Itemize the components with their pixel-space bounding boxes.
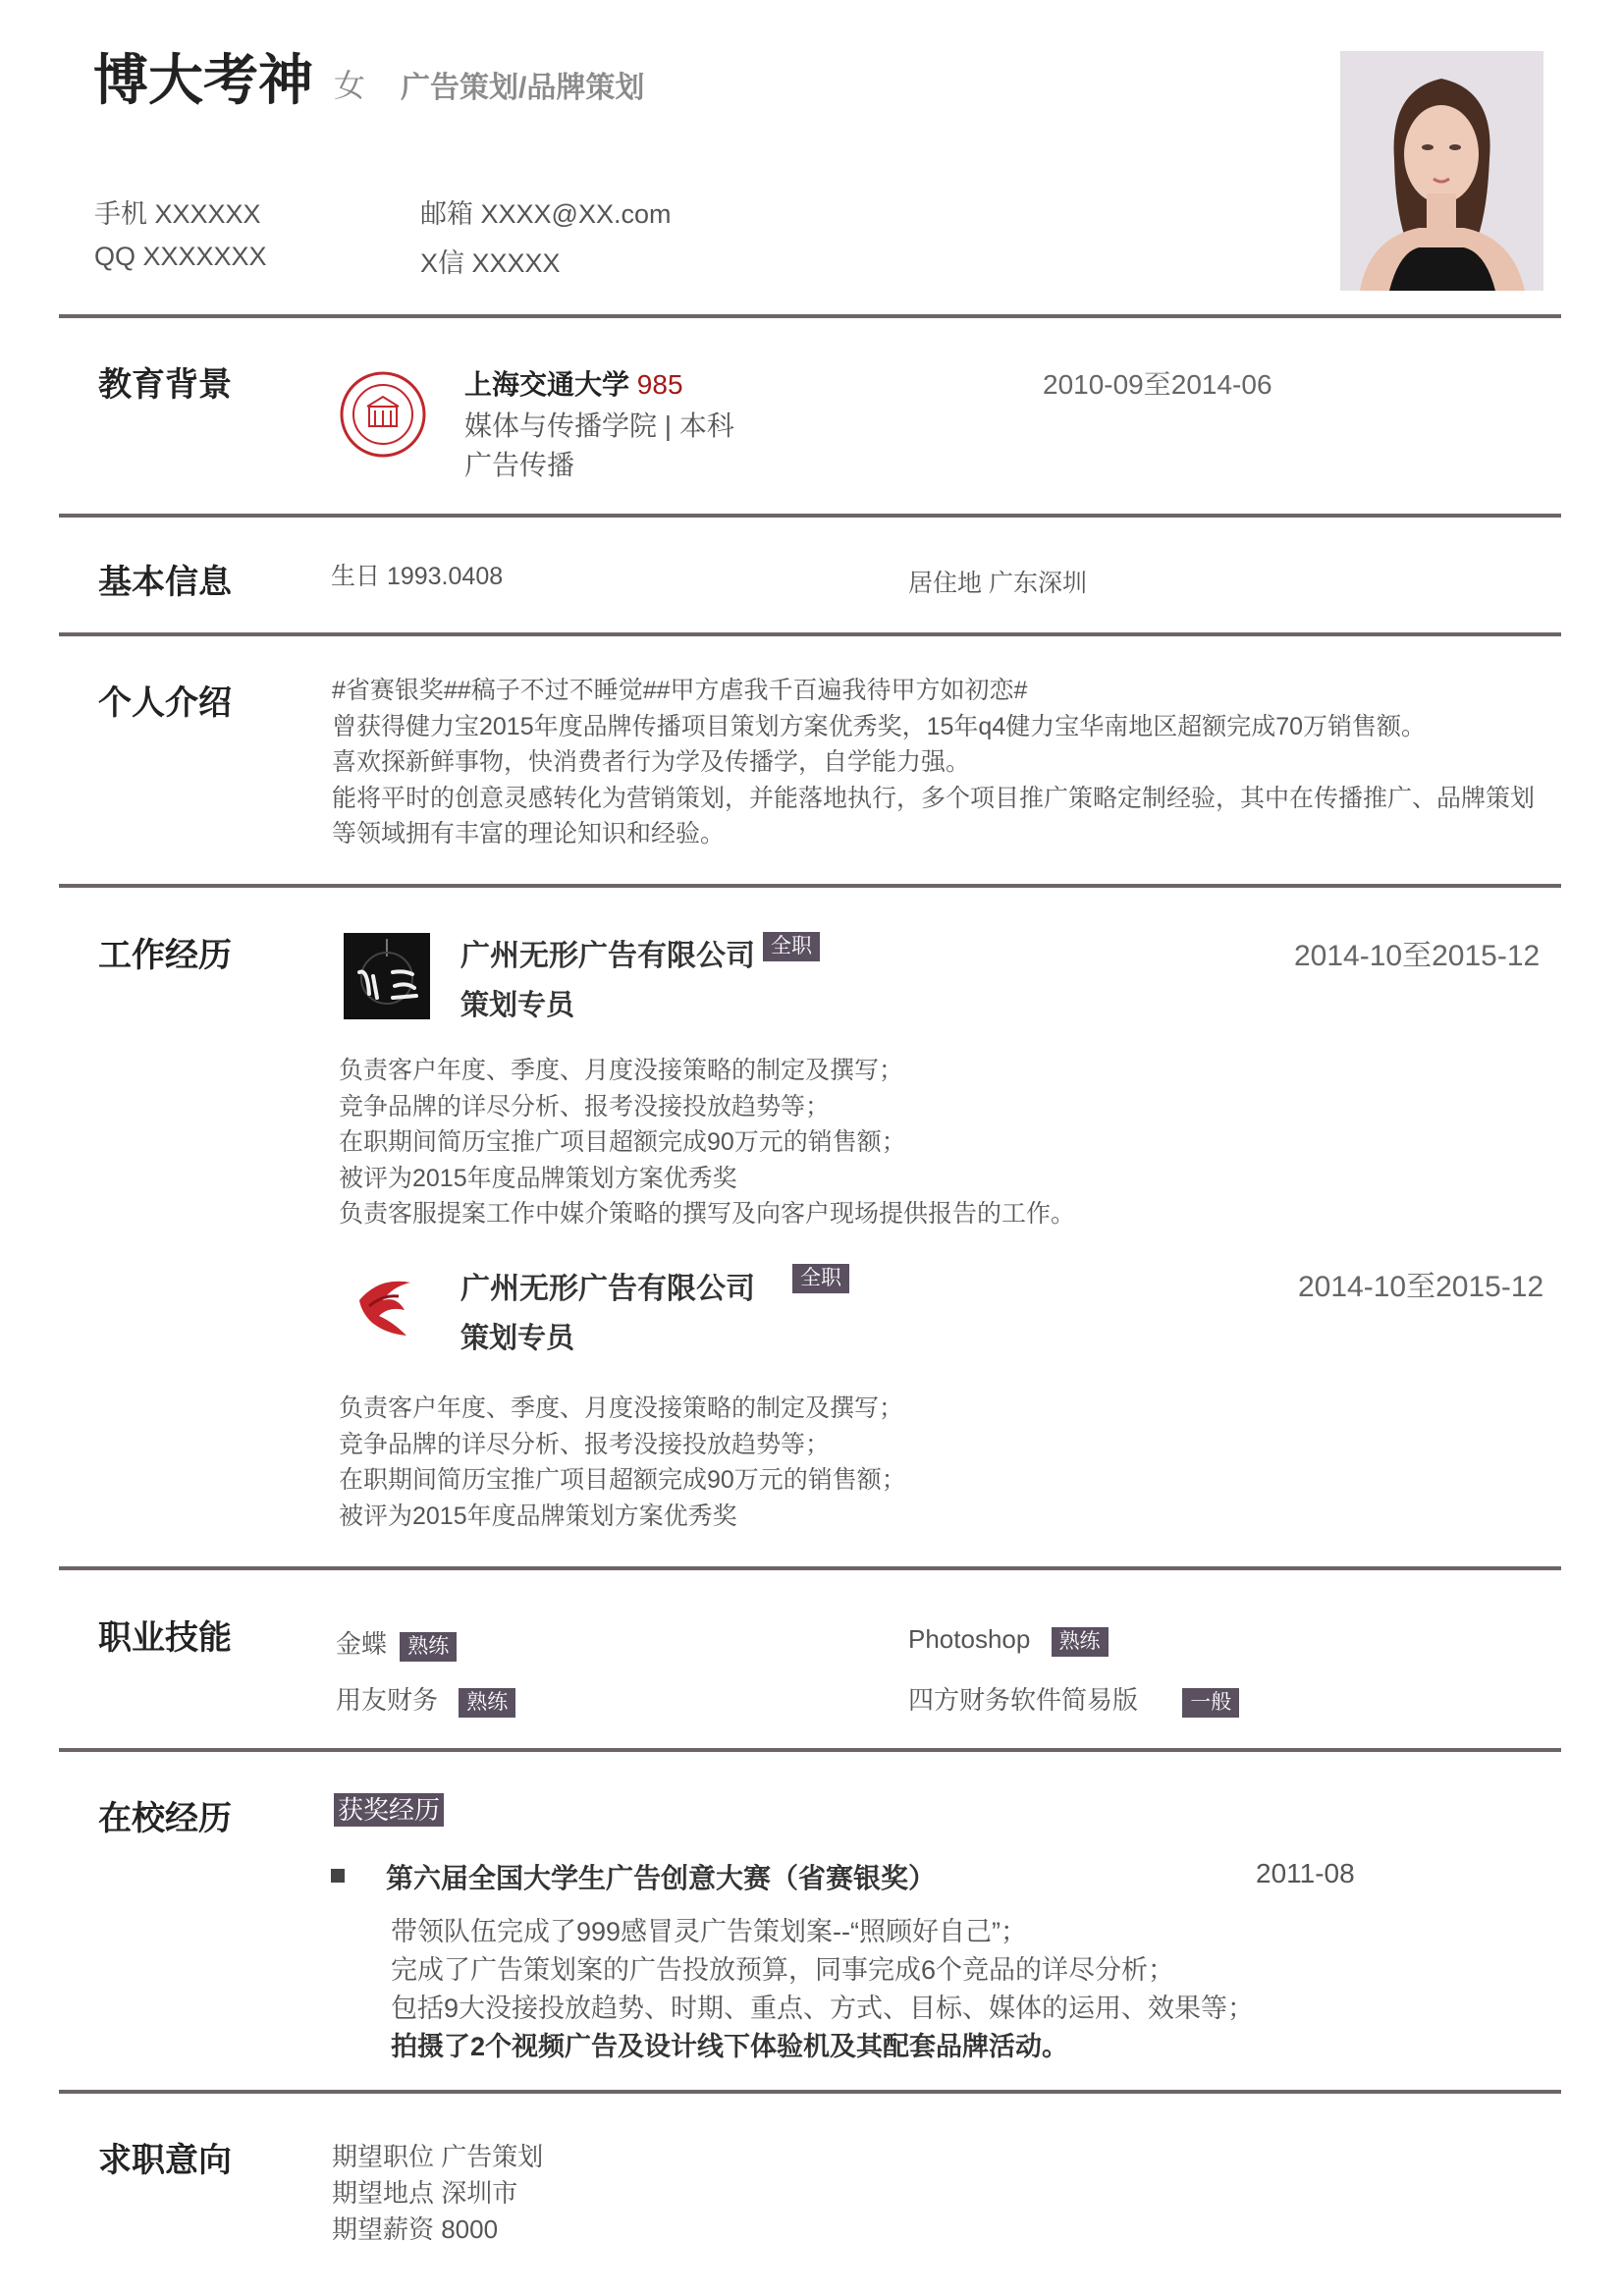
skill-item: [336, 1680, 515, 1718]
portrait-photo: [1340, 51, 1543, 291]
section-title-campus: 在校经历: [98, 1800, 232, 1837]
awards-tag: 获奖经历: [334, 1793, 444, 1827]
intro-line: 能将平时的创意灵感转化为营销策划，并能落地执行，多个项目推广策略定制经验，其中在传播推广、品牌策划等领域拥有丰富的理论知识和经验。: [332, 784, 1536, 847]
skill-level-badge: 一般: [1182, 1688, 1239, 1718]
divider-work: [59, 1566, 1561, 1570]
section-title-skills: 职业技能: [98, 1619, 232, 1657]
residence: 居住地 广东深圳: [908, 570, 1087, 597]
divider-education: [59, 514, 1561, 518]
award-line: 包括9大没接投放趋势、时期、重点、方式、目标、媒体的运用、效果等；: [391, 1994, 1255, 2023]
bullet-icon: [331, 1869, 345, 1883]
qq: QQ XXXXXXX: [94, 242, 267, 271]
employment-type-badge: 全职: [792, 1264, 849, 1293]
job-dates: 2014-10至2015-12: [1298, 1271, 1544, 1303]
intro-line: 喜欢探新鲜事物，快消费者行为学及传播学，自学能力强。: [332, 748, 971, 776]
candidate-gender: 女: [334, 68, 366, 103]
red-ribbon-logo-icon: [350, 1267, 428, 1350]
duty-line: 负责客服提案工作中媒介策略的撰写及向客户现场提供报告的工作。: [339, 1200, 1076, 1228]
job-role: 策划专员: [460, 990, 575, 1021]
skill-level-badge: 熟练: [400, 1632, 457, 1662]
school-tag: 985: [636, 369, 683, 400]
award-date: 2011-08: [1256, 1858, 1355, 1888]
award-title: 第六届全国大学生广告创意大赛（省赛银奖）: [386, 1863, 937, 1893]
duty-line: 在职期间简历宝推广项目超额完成90万元的销售额；: [339, 1466, 906, 1494]
skill-item: [908, 1680, 1239, 1718]
divider-header: [59, 314, 1561, 318]
company-name: 广州无形广告有限公司: [460, 1273, 755, 1305]
award-line: 带领队伍完成了999感冒灵广告策划案--“照顾好自己”；: [391, 1917, 1028, 1946]
email: 邮箱 XXXX@XX.com: [420, 199, 672, 229]
section-title-basic-info: 基本信息: [98, 564, 232, 601]
job-title: 广告策划/品牌策划: [401, 72, 645, 104]
skill-name: 用友财务: [336, 1685, 439, 1715]
job-duties: [339, 1391, 906, 1534]
school-name: 上海交通大学 985: [464, 369, 683, 400]
skill-item: [908, 1624, 1109, 1657]
divider-skills: [59, 1748, 1561, 1752]
skill-name: 金蝶: [336, 1629, 388, 1659]
intro-line: 曾获得健力宝2015年度品牌传播项目策划方案优秀奖，15年q4健力宝华南地区超额完成70万销售额。: [332, 712, 1427, 740]
duty-line: 竞争品牌的详尽分析、报考没接投放趋势等；: [339, 1092, 831, 1121]
divider-intro: [59, 884, 1561, 888]
skill-name: 四方财务软件简易版: [908, 1685, 1139, 1715]
major: 广告传播: [464, 450, 575, 480]
section-title-work: 工作经历: [98, 937, 232, 974]
intro-text: [332, 673, 1551, 852]
wechat: X信 XXXXX: [420, 248, 561, 278]
divider-campus: [59, 2090, 1561, 2094]
duty-line: 负责客户年度、季度、月度没接策略的制定及撰写；: [339, 1394, 904, 1422]
sjtu-seal-icon: [340, 371, 426, 463]
skill-item: [336, 1624, 457, 1662]
skill-level-badge: 熟练: [1052, 1627, 1109, 1657]
calligraphy-logo-icon: [344, 933, 430, 1024]
desired-salary: 期望薪资 8000: [332, 2214, 499, 2244]
intention-details: [332, 2139, 543, 2248]
company-name: 广州无形广告有限公司: [460, 940, 755, 972]
divider-basic-info: [59, 632, 1561, 636]
phone: 手机 XXXXXX: [94, 199, 261, 229]
job-role: 策划专员: [460, 1323, 575, 1354]
birthday: 生日 1993.0408: [331, 563, 504, 590]
desired-position: 期望职位 广告策划: [332, 2142, 544, 2171]
duty-line: 被评为2015年度品牌策划方案优秀奖: [339, 1164, 737, 1192]
job-duties: [339, 1053, 1075, 1232]
skill-level-badge: 熟练: [459, 1688, 515, 1718]
duty-line: 负责客户年度、季度、月度没接策略的制定及撰写；: [339, 1057, 904, 1084]
education-dates: 2010-09至2014-06: [1043, 369, 1272, 400]
candidate-name: 博大考神: [93, 49, 313, 111]
duty-line: 在职期间简历宝推广项目超额完成90万元的销售额；: [339, 1128, 906, 1156]
duty-line: 竞争品牌的详尽分析、报考没接投放趋势等；: [339, 1430, 831, 1458]
intro-line: #省赛银奖##稿子不过不睡觉##甲方虐我千百遍我待甲方如初恋#: [332, 677, 1028, 704]
award-line-bold: 拍摄了2个视频广告及设计线下体验机及其配套品牌活动。: [391, 2032, 1069, 2061]
duty-line: 被评为2015年度品牌策划方案优秀奖: [339, 1502, 737, 1530]
skill-name: Photoshop: [908, 1624, 1031, 1654]
section-title-education: 教育背景: [98, 366, 232, 404]
employment-type-badge: 全职: [763, 932, 820, 961]
job-dates: 2014-10至2015-12: [1294, 940, 1541, 972]
desired-location: 期望地点 深圳市: [332, 2178, 518, 2208]
college-degree: 媒体与传播学院 | 本科: [464, 410, 734, 441]
section-title-intro: 个人介绍: [98, 684, 232, 722]
award-details: [391, 1913, 1254, 2066]
section-title-intention: 求职意向: [98, 2142, 232, 2179]
award-line: 完成了广告策划案的广告投放预算，同事完成6个竞品的详尽分析；: [391, 1955, 1175, 1985]
